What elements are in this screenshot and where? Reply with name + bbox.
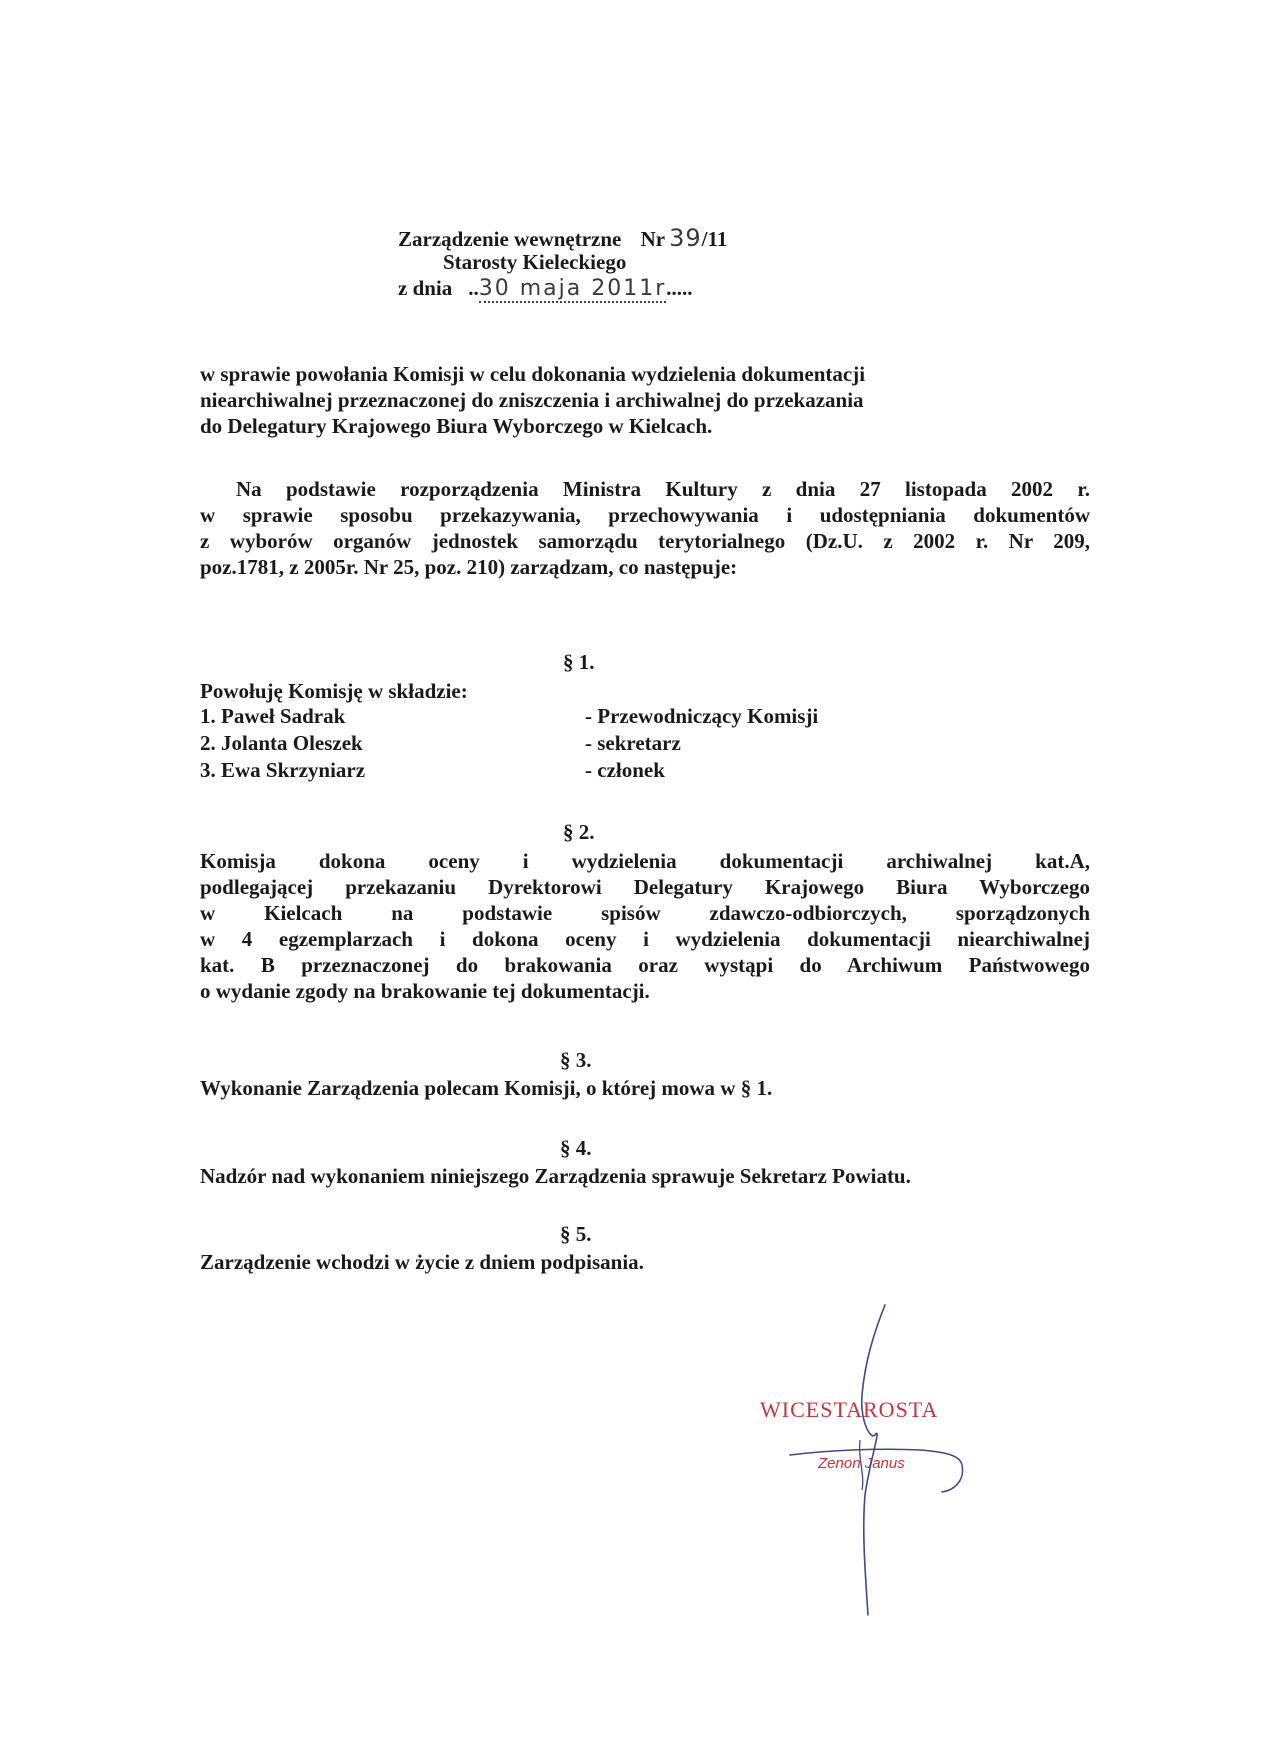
subject-paragraph (200, 361, 865, 439)
date-line (398, 276, 693, 301)
legal-basis-paragraph (200, 476, 1090, 580)
date-prefix: z dnia (398, 276, 453, 300)
issuer-line: Starosty Kieleckiego (443, 250, 627, 274)
member-name: 2. Jolanta Oleszek (200, 731, 363, 755)
stamp-title: WICESTAROSTA (760, 1397, 939, 1422)
section-2-line: kat. B przeznaczonej do brakowania oraz wystąpi do Archiwum Państwowego (200, 953, 1090, 977)
date-dots-lead: .. (468, 276, 479, 300)
member-role: - sekretarz (585, 731, 681, 755)
section-2-line: Komisja dokona oceny i wydzielenia dokumentacji archiwalnej kat.A, (200, 849, 1090, 873)
section-4-text: Nadzór nad wykonaniem niniejszego Zarządzenia sprawuje Sekretarz Powiatu. (200, 1164, 911, 1188)
member-role: - Przewodniczący Komisji (585, 704, 819, 728)
section-2-line: w 4 egzemplarzach i dokona oceny i wydzielenia dokumentacji niearchiwalnej (200, 927, 1090, 951)
signature (770, 1300, 990, 1620)
subject-line: niearchiwalnej przeznaczonej do zniszczenia i archiwalnej do przekazania (200, 388, 864, 412)
section-2-paragraph (200, 848, 1090, 1004)
section-2-line: o wydanie zgody na brakowanie tej dokumentacji. (200, 979, 650, 1003)
basis-line: poz.1781, z 2005r. Nr 25, poz. 210) zarządzam, co następuje: (200, 555, 738, 579)
date-handwritten: 30 maja 2011r (478, 276, 667, 301)
section-3-heading: § 3. (560, 1048, 592, 1072)
basis-line: z wyborów organów jednostek samorządu terytorialnego (Dz.U. z 2002 r. Nr 209, (200, 529, 1090, 553)
member-name: 1. Paweł Sadrak (200, 704, 346, 728)
section-5-text: Zarządzenie wchodzi w życie z dniem podpisania. (200, 1250, 644, 1274)
section-1-intro: Powołuję Komisję w składzie: (200, 679, 468, 703)
date-dots-trail: ..... (666, 276, 693, 300)
member-role: - członek (585, 758, 665, 782)
section-3-text: Wykonanie Zarządzenia polecam Komisji, o której mowa w § 1. (200, 1076, 773, 1100)
section-5-heading: § 5. (560, 1222, 592, 1246)
order-number-handwritten: 39 (669, 224, 702, 252)
basis-line: Na podstawie rozporządzenia Ministra Kultury z dnia 27 listopada 2002 r. (236, 477, 1090, 501)
section-1-heading: § 1. (563, 650, 595, 674)
section-4-heading: § 4. (560, 1136, 592, 1160)
subject-line: do Delegatury Krajowego Biura Wyborczego w Kielcach. (200, 414, 713, 438)
stamp-name: Zenon Janus (818, 1455, 905, 1472)
section-2-line: w Kielcach na podstawie spisów zdawczo-odbiorczych, sporządzonych (200, 901, 1090, 925)
order-title (398, 224, 727, 252)
member-name: 3. Ewa Skrzyniarz (200, 758, 366, 782)
order-number-prefix: Nr (640, 227, 666, 251)
section-2-heading: § 2. (563, 820, 595, 844)
section-2-line: podlegającej przekazaniu Dyrektorowi Delegatury Krajowego Biura Wyborczego (200, 875, 1090, 899)
subject-line: w sprawie powołania Komisji w celu dokonania wydzielenia dokumentacji (200, 362, 866, 386)
basis-line: w sprawie sposobu przekazywania, przechowywania i udostępniania dokumentów (200, 503, 1090, 527)
order-title-prefix: Zarządzenie wewnętrzne (398, 227, 622, 251)
order-number-suffix: /11 (701, 227, 728, 251)
